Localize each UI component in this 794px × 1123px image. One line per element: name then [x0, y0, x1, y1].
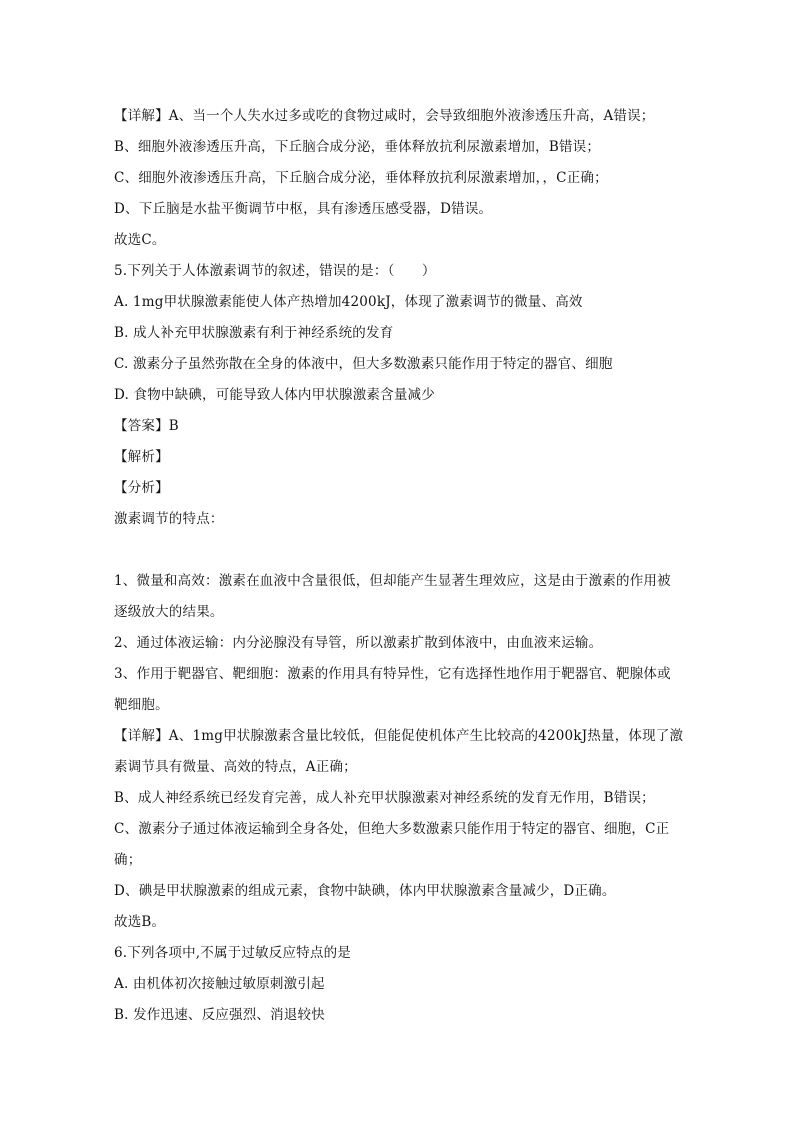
option-a: A. 由机体初次接触过敏原刺激引起	[114, 976, 325, 992]
text-line: D、碘是甲状腺激素的组成元素，食物中缺碘，体内甲状腺激素含量减少，D正确。	[114, 883, 616, 899]
text-line: 激素调节的特点：	[114, 511, 224, 527]
text-line: 3、作用于靶器官、靶细胞：激素的作用具有特异性，它有选择性地作用于靶器官、靶腺体或	[114, 666, 671, 682]
detail-heading-line: 【详解】A、当一个人失水过多或吃的食物过咸时，会导致细胞外液渗透压升高，A错误；	[114, 108, 655, 124]
text-line: 靶细胞。	[114, 697, 169, 713]
conclusion-line: 故选C。	[114, 232, 166, 248]
option-b: B. 成人补充甲状腺激素有利于神经系统的发育	[114, 325, 394, 341]
detail-heading-line: 【详解】A、1mg甲状腺激素含量比较低，但能促使机体产生比较高的4200kJ热量，体现了激	[114, 728, 684, 744]
text-line: B、细胞外液渗透压升高，下丘脑合成分泌，垂体释放抗利尿激素增加，B错误；	[114, 139, 601, 155]
question-5-stem: 5.下列关于人体激素调节的叙述，错误的是：（ ）	[114, 263, 436, 279]
analysis-subheading: 【分析】	[114, 480, 169, 496]
text-line: D、下丘脑是水盐平衡调节中枢，具有渗透压感受器，D错误。	[114, 201, 493, 217]
text-line: C、细胞外液渗透压升高，下丘脑合成分泌，垂体释放抗利尿激素增加，，C正确；	[114, 170, 608, 186]
text-line: 1、微量和高效：激素在血液中含量很低，但却能产生显著生理效应，这是由于激素的作用被	[114, 573, 671, 589]
answer-line: 【答案】B	[114, 418, 179, 434]
analysis-heading: 【解析】	[114, 449, 169, 465]
option-b: B. 发作迅速、反应强烈、消退较快	[114, 1007, 325, 1023]
conclusion-line: 故选B。	[114, 914, 166, 930]
text-line: 确；	[114, 852, 142, 868]
question-6-stem: 6.下列各项中,不属于过敏反应特点的是	[114, 945, 351, 961]
text-line: C、激素分子通过体液运输到全身各处，但绝大多数激素只能作用于特定的器官、细胞，C正	[114, 821, 670, 837]
text-line: B、成人神经系统已经发育完善，成人补充甲状腺激素对神经系统的发育无作用，B错误；	[114, 790, 655, 806]
option-c: C. 激素分子虽然弥散在全身的体液中，但大多数激素只能作用于特定的器官、细胞	[114, 356, 613, 372]
text-line: 素调节具有微量、高效的特点，A正确；	[114, 759, 357, 775]
text-line: 逐级放大的结果。	[114, 604, 224, 620]
option-d: D. 食物中缺碘，可能导致人体内甲状腺激素含量减少	[114, 387, 435, 403]
text-line: 2、通过体液运输：内分泌腺没有导管，所以激素扩散到体液中，由血液来运输。	[114, 635, 603, 651]
option-a: A. 1mg甲状腺激素能使人体产热增加4200kJ，体现了激素调节的微量、高效	[114, 294, 583, 310]
document-body	[114, 101, 686, 1031]
blank-line	[114, 535, 686, 566]
